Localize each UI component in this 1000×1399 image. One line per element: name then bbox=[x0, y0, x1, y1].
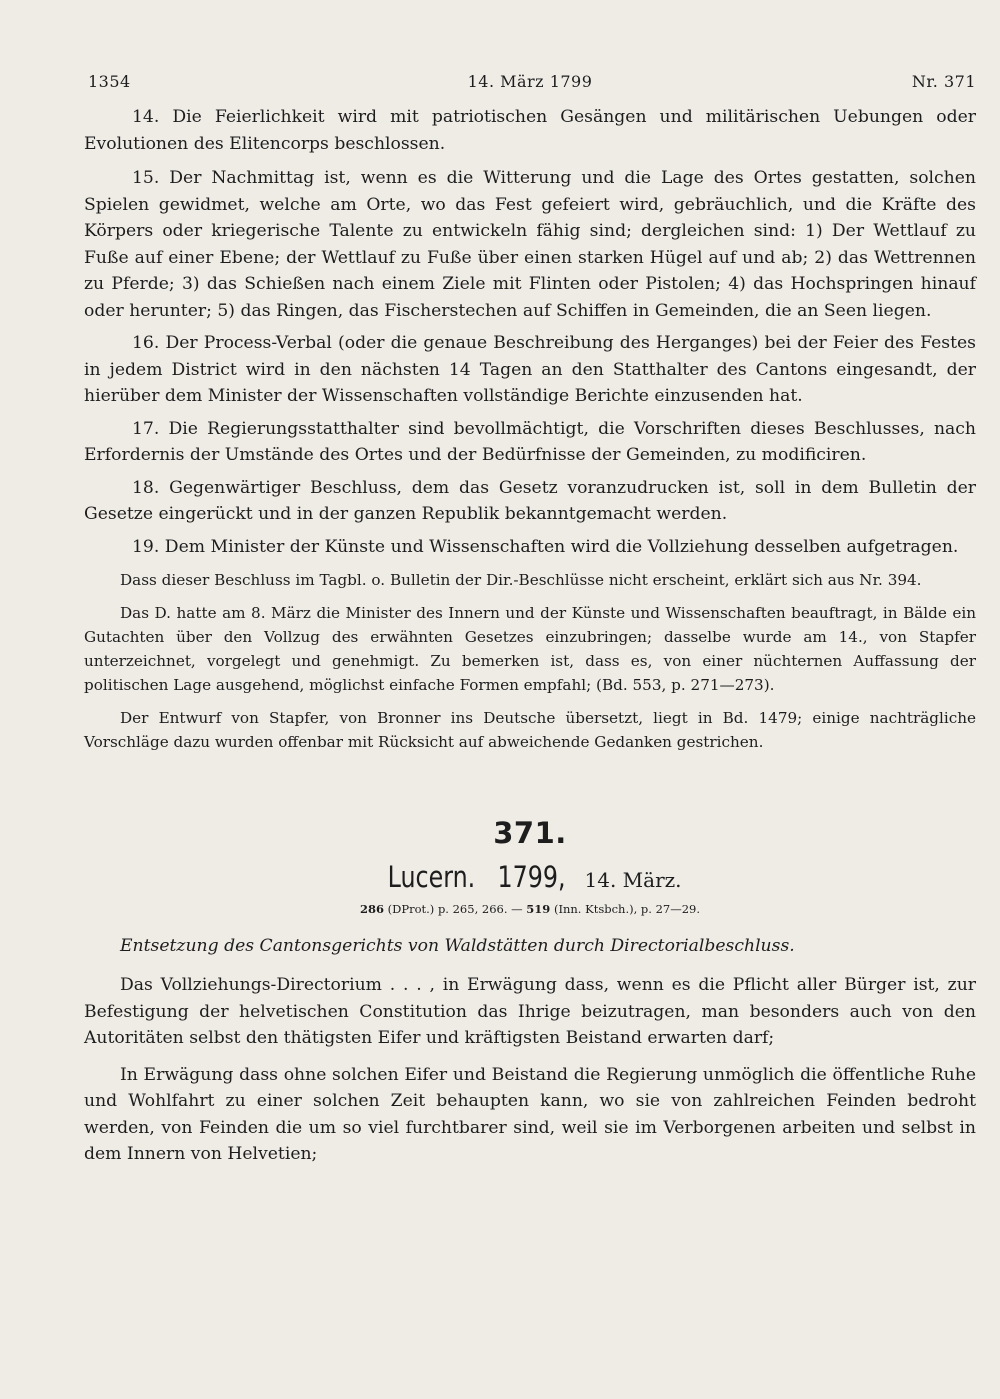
source-references bbox=[84, 902, 976, 916]
document-heading bbox=[84, 860, 976, 900]
note-paragraph: Das D. hatte am 8. März die Minister des Innern und der Künste und Wissenschaften beauftragt, in Bälde ein Gutachten über den Vollzug des erwähnten Gesetzes einzubringen; dasselbe wurde am 14., von Stapfer unterzeichnet, vorgelegt und genehmigt. Zu bemerken ist, dass es, von einer nüchternen Auffassung der politischen Lage ausgehend, möglichst einfache Formen empfahl; (Bd. 553, p. 271—273). bbox=[84, 604, 976, 694]
note-paragraph: Der Entwurf von Stapfer, von Bronner ins Deutsche übersetzt, liegt in Bd. 1479; einige nachträgliche Vorschläge dazu wurden offenbar mit Rücksicht auf abweichende Gedanken gestrichen. bbox=[84, 709, 976, 751]
page-content bbox=[84, 72, 976, 1168]
editorial-notes bbox=[84, 568, 976, 754]
source-ref-text: (DProt.) p. 265, 266. — bbox=[387, 902, 523, 916]
document-body bbox=[84, 972, 976, 1168]
article-17: 17. Die Regierungsstatthalter sind bevollmächtigt, die Vorschriften dieses Beschlusses, nach Erfordernis der Umstände des Ortes und der Bedürfnisse der Gemeinden, zu modificiren. bbox=[84, 418, 976, 465]
article-16: 16. Der Process-Verbal (oder die genaue Beschreibung des Herganges) bei der Feier des Festes in jedem District wird in den nächsten 14 Tagen an den Statthalter des Cantons eingesandt, der hierüber dem Minister der Wissenschaften vollständige Berichte einzusenden hat. bbox=[84, 333, 976, 406]
document-title: Entsetzung des Cantonsgerichts von Waldstätten durch Directorialbeschluss. bbox=[120, 936, 795, 956]
page-number: 1354 bbox=[88, 72, 131, 91]
article-14: 14. Die Feierlichkeit wird mit patriotischen Gesängen und militärischen Uebungen oder Evolutionen des Elitencorps beschlossen. bbox=[84, 107, 976, 154]
body-paragraph: Das Vollziehungs-Directorium . . . , in Erwägung dass, wenn es die Pflicht aller Bürger ist, zur Befestigung der helvetischen Constitution das Ihrige beizutragen, man besonders auch von den Autoritäten selbst den thätigsten Eifer und kräftigsten Beistand erwarten darf; bbox=[84, 975, 976, 1048]
previous-document-articles bbox=[84, 104, 976, 560]
article-15: 15. Der Nachmittag ist, wenn es die Witterung und die Lage des Ortes gestatten, solchen Spielen gewidmet, welche am Orte, wo das Fest gefeiert wird, gebräuchlich, und die Kräfte des Körpers oder kriegerische Talente zu entwickeln fähig sind; dergleichen sind: 1) Der Wettlauf zu Fuße auf einer Ebene; der Wettlauf zu Fuße über einen starken Hügel auf und ab; 2) das Wettrennen zu Pferde; 3) das Schießen nach einem Ziele mit Flinten oder Pistolen; 4) das Hochspringen hinauf oder herunter; 5) das Ringen, das Fischerstechen auf Schiffen in Gemeinden, die an Seen liegen. bbox=[84, 168, 976, 321]
source-ref-number: 286 bbox=[359, 902, 384, 916]
body-paragraph: In Erwägung dass ohne solchen Eifer und Beistand die Regierung unmöglich die öffentliche Ruhe und Wohlfahrt zu einer solchen Zeit behaupten kann, wo sie von zahlreichen Feinden bedroht werden, von Feinden die um so viel furchtbarer sind, weil sie im Verborgenen arbeiten und selbst in dem Innern von Helvetien; bbox=[84, 1064, 976, 1164]
article-19: 19. Dem Minister der Künste und Wissenschaften wird die Vollziehung desselben aufgetragen. bbox=[132, 536, 959, 557]
note-paragraph: Dass dieser Beschluss im Tagbl. o. Bulletin der Dir.-Beschlüsse nicht erscheint, erklärt sich aus Nr. 394. bbox=[120, 571, 922, 589]
document-number: 371. bbox=[493, 816, 567, 850]
document-year: 1799, bbox=[497, 860, 566, 894]
header-date: 14. März 1799 bbox=[467, 72, 593, 91]
running-header bbox=[84, 72, 976, 104]
document-place: Lucern. bbox=[388, 860, 476, 894]
source-ref-number: 519 bbox=[526, 902, 551, 916]
header-document-number: Nr. 371 bbox=[911, 72, 976, 91]
article-18: 18. Gegenwärtiger Beschluss, dem das Gesetz voranzudrucken ist, soll in dem Bulletin der Gesetze eingerückt und in der ganzen Republik bekanntgemacht werden. bbox=[84, 477, 976, 524]
document-date: 14. März. bbox=[584, 868, 682, 892]
source-ref-text: (Inn. Ktsbch.), p. 27—29. bbox=[553, 902, 700, 916]
